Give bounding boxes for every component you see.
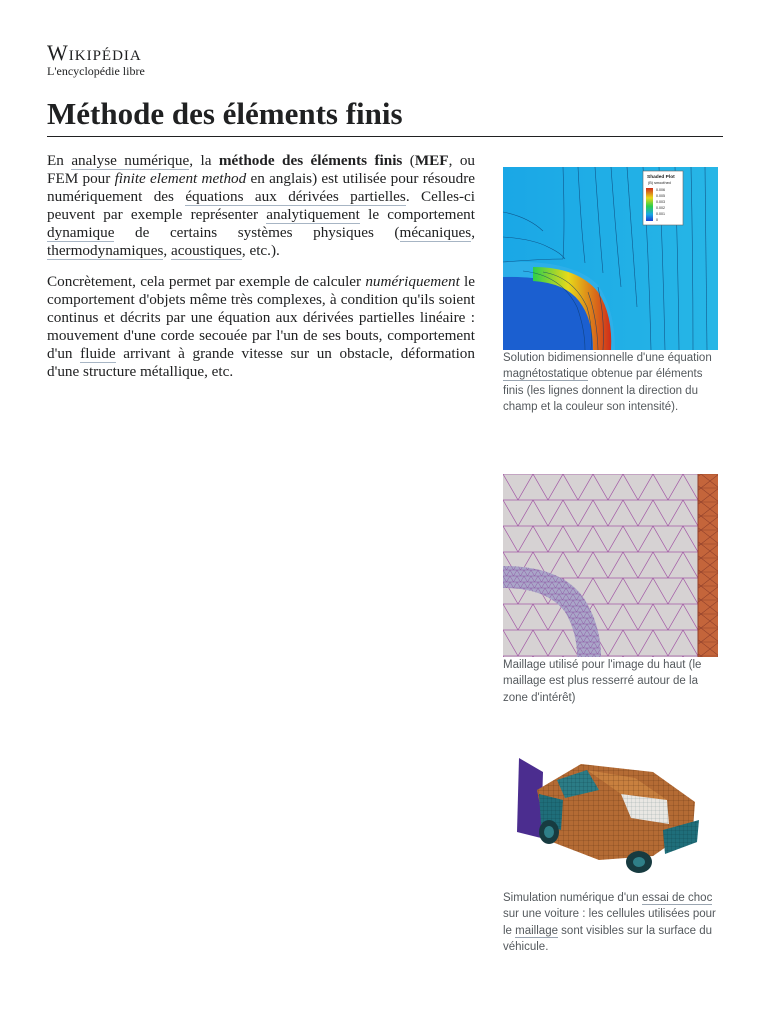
legend-value-label: 0.003 — [656, 200, 665, 204]
link-analyse-numerique[interactable]: analyse numérique — [71, 152, 190, 169]
text: , ou FEM pour — [47, 152, 476, 188]
crash-simulation-image[interactable] — [503, 750, 718, 890]
text: le comportement — [359, 206, 475, 224]
page-title: Méthode des éléments finis — [47, 96, 403, 131]
title-divider — [47, 136, 723, 137]
text: obtenue par éléments finis (les lignes donnent la direction du champ et la couleur son intensité). — [503, 368, 703, 413]
text: ( — [402, 152, 415, 169]
caption-figure-1 — [503, 350, 718, 415]
text: le comportement d'objets même très complexes, à condition qu'ils soient continus et décrits par une équation aux dérivées partielles linéaire : mouvement d'une corde secouée par l'un de ses bouts, comportement d'un — [47, 272, 475, 362]
text: sont visibles sur la surface du véhicule. — [503, 924, 713, 953]
text: , la — [189, 152, 219, 169]
mesh-image[interactable] — [503, 474, 718, 657]
text: sur une voiture : les cellules utilisées pour le — [503, 908, 716, 937]
link-essai-de-choc[interactable]: essai de choc — [642, 892, 713, 904]
legend-value-label: 0.002 — [656, 206, 665, 210]
site-name: Wikipédia — [47, 40, 142, 65]
text: , — [163, 242, 172, 260]
text: de certains systèmes physiques ( — [114, 224, 400, 242]
text: . Celles-ci peuvent par exemple représenter — [47, 188, 475, 224]
caption-figure-2: Maillage utilisé pour l'image du haut (le maillage est plus resserré autour de la zone d'intérêt) — [503, 659, 702, 704]
figure-crash-simulation — [503, 750, 718, 955]
legend-subtitle: (B) smoothed — [648, 181, 671, 185]
bold-acronym: MEF — [414, 152, 449, 169]
paragraph-concretement — [47, 273, 475, 382]
text: en anglais) est utilisée pour résoudre numériquement des — [47, 170, 475, 206]
shaded-plot-image[interactable] — [503, 167, 718, 350]
text: , — [471, 224, 475, 242]
link-fluide[interactable]: fluide — [80, 344, 116, 362]
figure-magnetostatic-solution — [503, 167, 718, 415]
site-tagline: L'encyclopédie libre — [47, 64, 145, 78]
figure-mesh — [503, 474, 718, 706]
text: , etc.). — [241, 242, 280, 260]
link-analytiquement[interactable]: analytiquement — [266, 206, 360, 224]
article-body — [47, 152, 475, 393]
text: arrivant à grande vitesse sur un obstacle, déformation d'une structure métallique, etc. — [47, 344, 475, 381]
link-thermodynamiques[interactable]: thermodynamiques — [47, 242, 164, 260]
text: En — [47, 152, 72, 169]
legend-value-label: 0.001 — [656, 212, 665, 216]
caption-figure-3 — [503, 890, 718, 955]
link-dynamique[interactable]: dynamique — [47, 224, 115, 242]
legend-value-label: 0.005 — [656, 194, 665, 198]
legend-title: Shaded Plot — [647, 175, 675, 180]
bold-term: méthode des éléments finis — [218, 152, 403, 169]
text: Simulation numérique d'un — [503, 892, 642, 904]
text: Concrètement, cela permet par exemple de calculer — [47, 272, 366, 290]
link-maillage[interactable]: maillage — [515, 924, 558, 937]
link-magnetostatique[interactable]: magnétostatique — [503, 368, 589, 381]
wikipedia-logo[interactable] — [47, 42, 145, 78]
link-mecaniques[interactable]: mécaniques — [399, 224, 472, 242]
link-acoustiques[interactable]: acoustiques — [171, 242, 242, 260]
paragraph-intro — [47, 152, 475, 261]
english-term: finite element method — [114, 170, 247, 188]
legend-value-label: 0.006 — [656, 188, 665, 192]
text: Solution bidimensionnelle d'une équation — [503, 352, 712, 364]
link-equations-derivees-partielles[interactable]: équations aux dérivées partielles — [185, 188, 406, 206]
legend-value-label: 0 — [656, 218, 658, 222]
italic-term: numériquement — [365, 272, 460, 290]
